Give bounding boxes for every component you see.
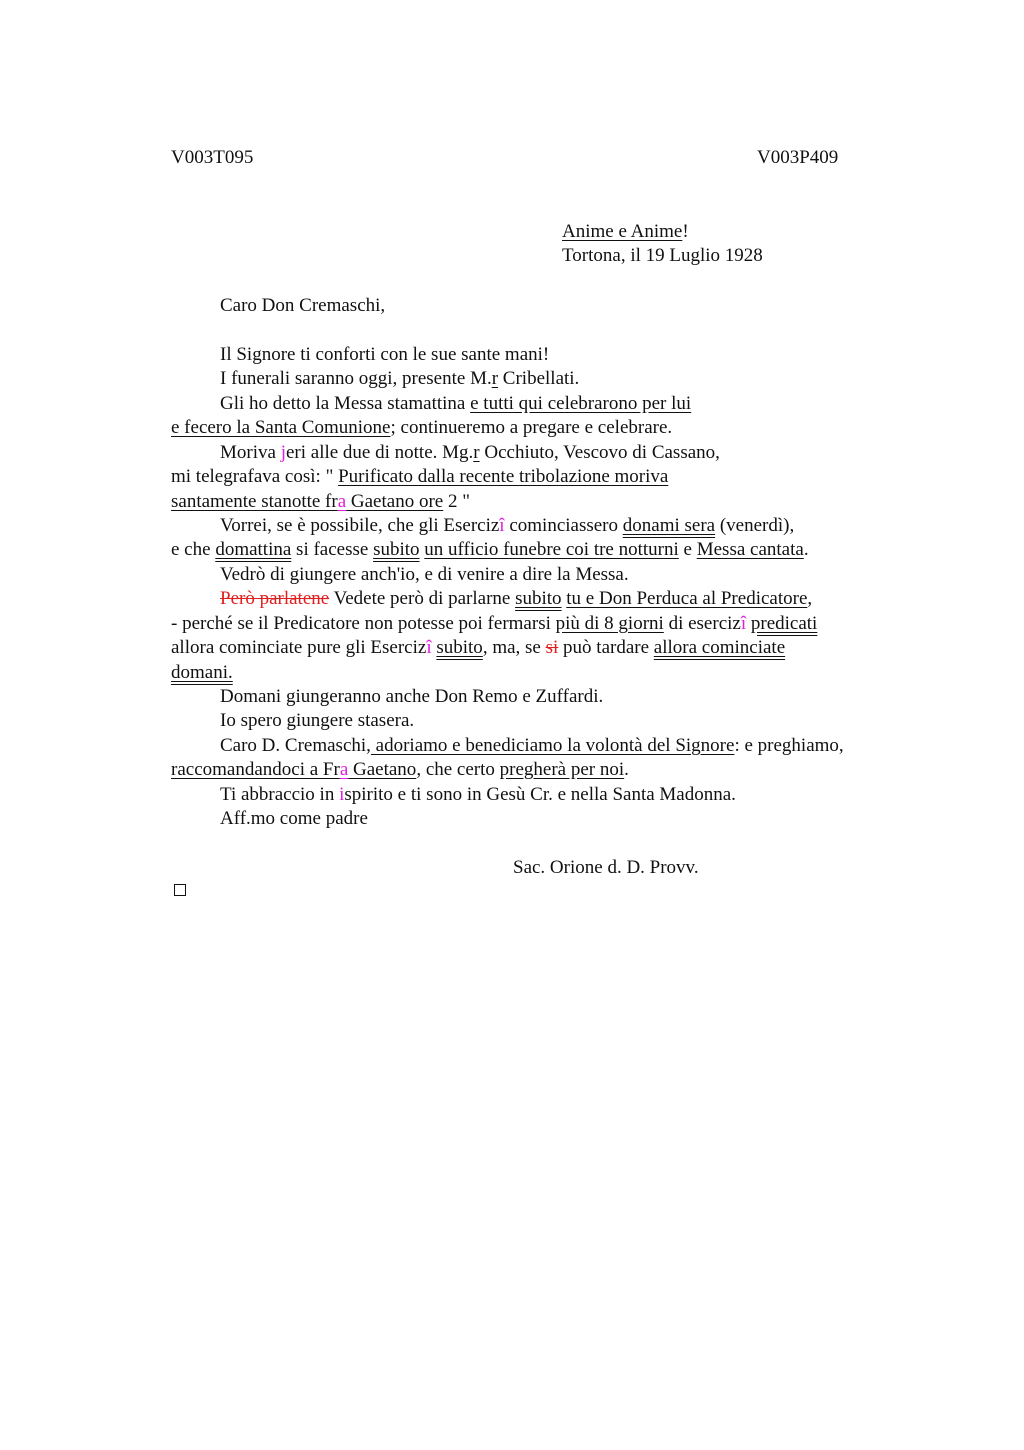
subito: subito <box>515 588 562 609</box>
line-17-text: Caro D. Cremaschi, <box>220 735 371 756</box>
line-19-text: Ti abbraccio in <box>220 784 340 805</box>
signature: Sac. Orione d. D. Provv. <box>513 857 699 878</box>
line-11 <box>220 587 812 612</box>
closing: Aff.mo come padre <box>220 808 368 829</box>
motto-punct: ! <box>682 221 689 242</box>
line-12-mid: di eserciz <box>663 613 741 634</box>
line-5-mid: eri alle due di notte. Mg. <box>285 442 474 463</box>
line-3-text: Gli ho detto la Messa stamattina <box>220 393 471 414</box>
line-18 <box>171 758 629 783</box>
header-left-code: V003T095 <box>171 147 254 168</box>
insertion-mark: a <box>339 759 349 780</box>
insertion-mark: j <box>280 442 286 463</box>
ufficio-funebre: un ufficio funebre coi tre notturni <box>424 539 679 560</box>
line-17 <box>220 734 844 759</box>
line-19-end: spirito e ti sono in Gesù Cr. e nella Santa Madonna. <box>344 784 736 805</box>
line-5-end: Occhiuto, Vescovo di Cassano, <box>479 442 720 463</box>
deleted-text: Però parlatene <box>220 588 330 609</box>
line-1: Il Signore ti conforti con le sue sante mani! <box>220 344 550 365</box>
line-12-text: - perché se il Predicatore non potesse poi fermarsi <box>171 613 556 634</box>
line-4-text: ; continueremo a pregare e celebrare. <box>390 417 673 438</box>
line-10: Vedrò di giungere anch'io, e di venire a dire la Messa. <box>220 564 629 585</box>
square-box-icon <box>174 884 186 896</box>
line-12-underlined: più di 8 giorni <box>555 613 664 634</box>
line-6 <box>171 465 668 490</box>
motto <box>562 220 689 245</box>
deleted-text: si <box>545 637 559 658</box>
line-4 <box>171 416 672 441</box>
line-9-end: . <box>803 539 809 560</box>
superscript-r: r <box>473 442 480 463</box>
insertion-mark: i <box>339 784 345 805</box>
line-8-end: (venerdì), <box>715 515 795 536</box>
line-11-underlined: tu e Don Perduca al Predicatore <box>566 588 808 609</box>
predicati: predicati <box>750 613 818 634</box>
telegram-quote-end: Gaetano ore <box>346 491 444 512</box>
line-9 <box>171 538 809 563</box>
subito: subito <box>436 637 483 658</box>
line-18-underlined-end: Gaetano <box>348 759 417 780</box>
line-18-underlined: raccomandandoci a Fr <box>171 759 340 780</box>
line-15: Domani giungeranno anche Don Remo e Zuffardi. <box>220 686 604 707</box>
line-13-mid2: può tardare <box>558 637 654 658</box>
line-7 <box>171 490 470 515</box>
line-3 <box>220 392 691 417</box>
line-2-end: Cribellati. <box>498 368 580 389</box>
line-8-double-underlined: donami sera <box>622 515 716 536</box>
messa-cantata: Messa cantata <box>696 539 804 560</box>
place-date: Tortona, il 19 Luglio 1928 <box>562 245 763 266</box>
line-2-text: I funerali saranno oggi, presente M. <box>220 368 492 389</box>
line-13-mid: , ma, se <box>482 637 546 658</box>
line-8-mid: cominciassero <box>504 515 623 536</box>
line-5-text: Moriva <box>220 442 281 463</box>
line-4-underlined: e fecero la Santa Comunione <box>171 417 391 438</box>
insertion-mark: î <box>740 613 747 634</box>
line-14 <box>171 661 233 686</box>
line-9-and: e <box>678 539 697 560</box>
telegram-quote: Purificato dalla recente tribolazione moriva <box>338 466 669 487</box>
line-11-end: , <box>807 588 813 609</box>
line-13 <box>171 636 785 661</box>
line-13-double-underlined: allora cominciate <box>653 637 786 658</box>
subito: subito <box>373 539 420 560</box>
telegram-quote-cont: santamente stanotte fr <box>171 491 338 512</box>
line-18-end: . <box>624 759 629 780</box>
motto-text: Anime e Anime <box>562 221 683 242</box>
line-18-mid: , che certo <box>416 759 500 780</box>
insertion-mark: î <box>499 515 505 536</box>
line-13-text: allora cominciate pure gli Eserciz <box>171 637 427 658</box>
line-9-text: e che <box>171 539 216 560</box>
header-right-code: V003P409 <box>757 147 839 168</box>
line-3-underlined: e tutti qui celebrarono per lui <box>470 393 692 414</box>
line-7-end: 2 " <box>443 491 470 512</box>
line-6-text: mi telegrafava così: " <box>171 466 339 487</box>
insertion-mark: a <box>337 491 347 512</box>
line-9-mid: si facesse <box>291 539 374 560</box>
line-12 <box>171 612 817 637</box>
domattina: domattina <box>215 539 292 560</box>
line-2 <box>220 367 579 392</box>
domani: domani. <box>171 662 233 683</box>
line-17-end: : e preghiamo, <box>734 735 844 756</box>
line-8-text: Vorrei, se è possibile, che gli Eserciz <box>220 515 500 536</box>
pregherà-per-noi: pregherà per noi <box>499 759 625 780</box>
line-8 <box>220 514 794 539</box>
superscript-r: r <box>491 368 499 389</box>
insertion-mark: î <box>426 637 432 658</box>
line-16: Io spero giungere stasera. <box>220 710 415 731</box>
line-17-underlined: adoriamo e benediciamo la volontà del Signore <box>370 735 735 756</box>
line-11-text: Vedete però di parlarne <box>329 588 516 609</box>
line-19 <box>220 783 736 808</box>
salutation: Caro Don Cremaschi, <box>220 295 386 316</box>
line-5 <box>220 441 720 466</box>
